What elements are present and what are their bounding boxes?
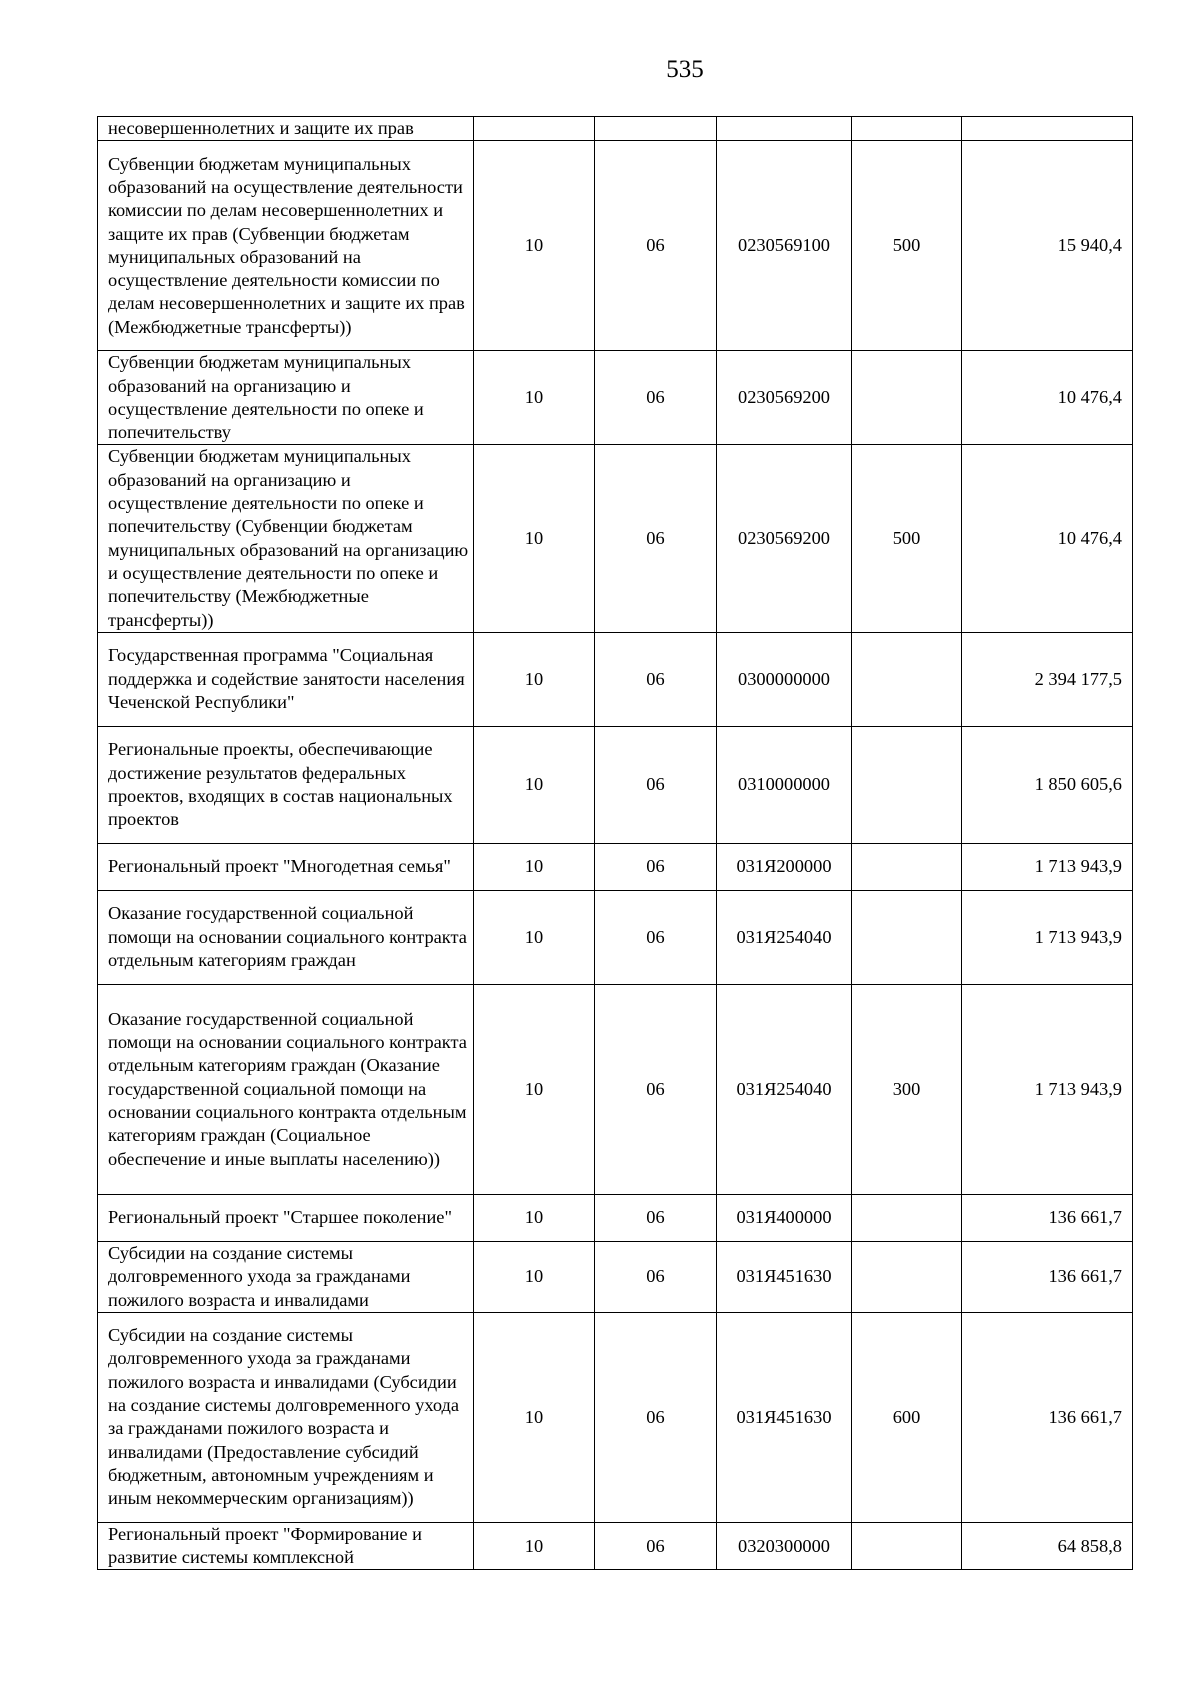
row-pr-cell: 06 (595, 984, 717, 1194)
row-vr-cell: 500 (852, 445, 962, 632)
row-vr-cell (852, 1522, 962, 1570)
row-sum-cell (962, 117, 1133, 141)
row-rz-cell: 10 (474, 351, 595, 445)
table-row (98, 445, 1133, 632)
row-rz-cell: 10 (474, 141, 595, 351)
row-pr-cell: 06 (595, 1522, 717, 1570)
budget-table (97, 116, 1133, 1570)
row-vr-cell (852, 890, 962, 984)
row-name-cell: Оказание государственной социальной помощи на основании социального контракта отдельным категориям граждан (Оказание государственной социальной помощи на основании социального контракта отдельным категориям граждан (Социальное обеспечение и иные выплаты населению)) (98, 984, 474, 1194)
row-rz-cell (474, 117, 595, 141)
row-rz-cell: 10 (474, 843, 595, 890)
row-name-cell: Субвенции бюджетам муниципальных образований на организацию и осуществление деятельности по опеке и попечительству (98, 351, 474, 445)
row-name-cell: несовершеннолетних и защите их прав (98, 117, 474, 141)
row-vr-cell (852, 117, 962, 141)
row-sum-cell: 15 940,4 (962, 141, 1133, 351)
row-name-cell: Субсидии на создание системы долговременного ухода за гражданами пожилого возраста и инвалидами (98, 1241, 474, 1312)
row-sum-cell: 2 394 177,5 (962, 632, 1133, 726)
row-csr-cell: 0230569200 (717, 445, 852, 632)
table-row (98, 141, 1133, 351)
row-rz-cell: 10 (474, 890, 595, 984)
row-sum-cell: 1 850 605,6 (962, 726, 1133, 843)
row-rz-cell: 10 (474, 726, 595, 843)
row-pr-cell: 06 (595, 726, 717, 843)
row-csr-cell: 0320300000 (717, 1522, 852, 1570)
row-sum-cell: 10 476,4 (962, 445, 1133, 632)
row-pr-cell: 06 (595, 445, 717, 632)
row-csr-cell: 0230569100 (717, 141, 852, 351)
row-csr-cell: 031Я254040 (717, 890, 852, 984)
row-name-cell: Оказание государственной социальной помощи на основании социального контракта отдельным категориям граждан (98, 890, 474, 984)
row-pr-cell: 06 (595, 632, 717, 726)
row-sum-cell: 136 661,7 (962, 1194, 1133, 1241)
row-pr-cell: 06 (595, 1241, 717, 1312)
row-csr-cell: 0230569200 (717, 351, 852, 445)
row-rz-cell: 10 (474, 1194, 595, 1241)
row-vr-cell (852, 726, 962, 843)
row-csr-cell: 031Я254040 (717, 984, 852, 1194)
row-name-cell: Государственная программа "Социальная поддержка и содействие занятости населения Чеченской Республики" (98, 632, 474, 726)
row-csr-cell: 031Я451630 (717, 1312, 852, 1522)
row-pr-cell: 06 (595, 351, 717, 445)
row-rz-cell: 10 (474, 1241, 595, 1312)
table-row (98, 984, 1133, 1194)
table-row (98, 351, 1133, 445)
table-row (98, 1241, 1133, 1312)
row-vr-cell (852, 843, 962, 890)
row-vr-cell (852, 1241, 962, 1312)
row-rz-cell: 10 (474, 1522, 595, 1570)
row-csr-cell (717, 117, 852, 141)
row-sum-cell: 136 661,7 (962, 1312, 1133, 1522)
row-sum-cell: 1 713 943,9 (962, 843, 1133, 890)
table-row (98, 1312, 1133, 1522)
row-sum-cell: 136 661,7 (962, 1241, 1133, 1312)
row-pr-cell: 06 (595, 1312, 717, 1522)
row-vr-cell: 500 (852, 141, 962, 351)
row-csr-cell: 031Я451630 (717, 1241, 852, 1312)
row-vr-cell: 600 (852, 1312, 962, 1522)
row-rz-cell: 10 (474, 632, 595, 726)
row-vr-cell (852, 1194, 962, 1241)
row-sum-cell: 1 713 943,9 (962, 890, 1133, 984)
row-csr-cell: 0310000000 (717, 726, 852, 843)
table-row (98, 726, 1133, 843)
row-rz-cell: 10 (474, 445, 595, 632)
row-sum-cell: 64 858,8 (962, 1522, 1133, 1570)
row-vr-cell (852, 351, 962, 445)
row-csr-cell: 031Я400000 (717, 1194, 852, 1241)
row-csr-cell: 031Я200000 (717, 843, 852, 890)
row-rz-cell: 10 (474, 984, 595, 1194)
table-row (98, 843, 1133, 890)
row-name-cell: Субвенции бюджетам муниципальных образований на организацию и осуществление деятельности по опеке и попечительству (Субвенции бюджетам муниципальных образований на организацию и осуществление деятельности по опеке и попечительству (Межбюджетные трансферты)) (98, 445, 474, 632)
row-csr-cell: 0300000000 (717, 632, 852, 726)
row-name-cell: Региональный проект "Многодетная семья" (98, 843, 474, 890)
row-sum-cell: 10 476,4 (962, 351, 1133, 445)
table-row (98, 117, 1133, 141)
row-name-cell: Региональный проект "Формирование и развитие системы комплексной (98, 1522, 474, 1570)
table-row (98, 1194, 1133, 1241)
row-rz-cell: 10 (474, 1312, 595, 1522)
row-pr-cell (595, 117, 717, 141)
row-pr-cell: 06 (595, 1194, 717, 1241)
row-vr-cell (852, 632, 962, 726)
table-row (98, 1522, 1133, 1570)
row-pr-cell: 06 (595, 141, 717, 351)
row-name-cell: Субвенции бюджетам муниципальных образований на осуществление деятельности комиссии по делам несовершеннолетних и защите их прав (Субвенции бюджетам муниципальных образований на осуществление деятельности комиссии по делам несовершеннолетних и защите их прав (Межбюджетные трансферты)) (98, 141, 474, 351)
row-vr-cell: 300 (852, 984, 962, 1194)
page-number: 535 (666, 56, 704, 83)
table-row (98, 632, 1133, 726)
row-name-cell: Региональные проекты, обеспечивающие достижение результатов федеральных проектов, входящих в состав национальных проектов (98, 726, 474, 843)
row-name-cell: Субсидии на создание системы долговременного ухода за гражданами пожилого возраста и инвалидами (Субсидии на создание системы долговременного ухода за гражданами пожилого возраста и инвалидами (Предоставление субсидий бюджетным, автономным учреждениям и иным некоммерческим организациям)) (98, 1312, 474, 1522)
row-name-cell: Региональный проект "Старшее поколение" (98, 1194, 474, 1241)
table-row (98, 890, 1133, 984)
row-pr-cell: 06 (595, 890, 717, 984)
row-sum-cell: 1 713 943,9 (962, 984, 1133, 1194)
row-pr-cell: 06 (595, 843, 717, 890)
